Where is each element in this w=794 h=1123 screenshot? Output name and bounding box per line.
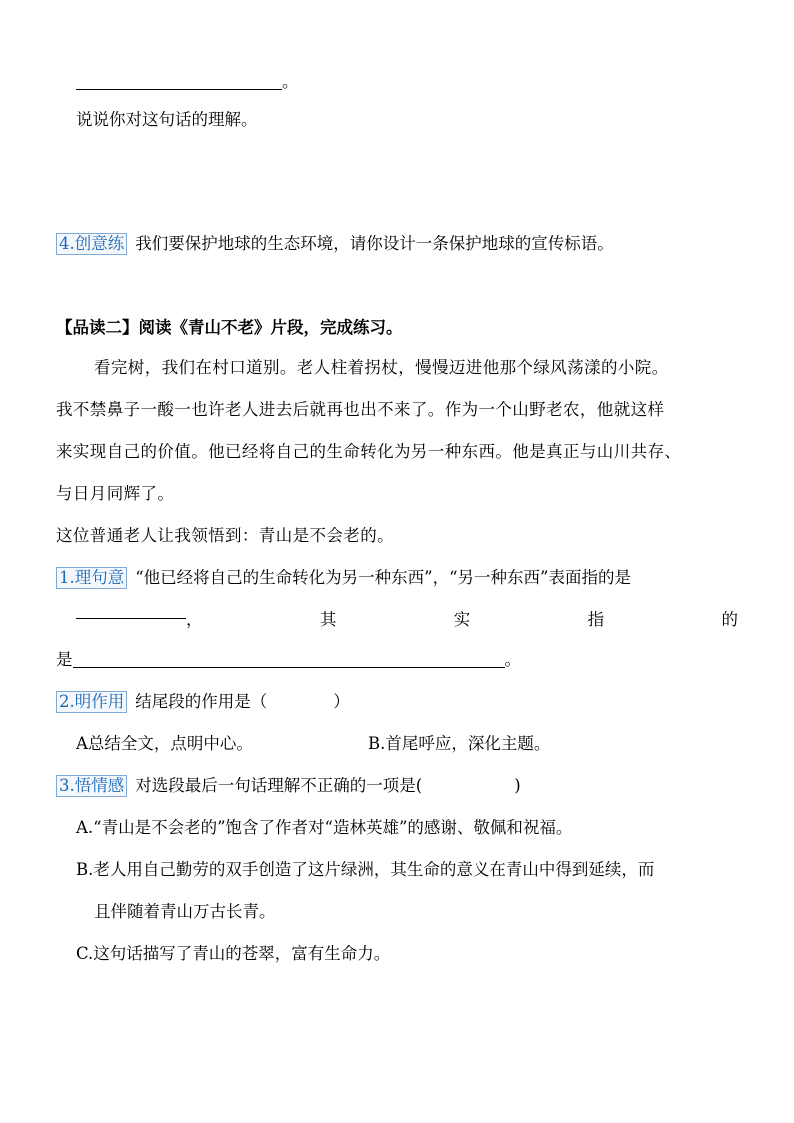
q1-prefix: 是 xyxy=(56,650,73,669)
q1-word-zhi: 指 xyxy=(587,610,605,629)
q3-option-b-line-2: 且伴随着青山万古长青。 xyxy=(94,902,276,921)
q3-close: ) xyxy=(514,776,521,795)
question-tag-3: 3.悟情感 xyxy=(56,775,127,797)
blank-top xyxy=(76,88,282,90)
q3-option-a: A.“青山是不会老的”饱含了作者对“造林英雄”的感谢、敬佩和祝福。 xyxy=(76,818,573,837)
blank-surface-meaning xyxy=(76,617,186,619)
passage-line-2: 我不禁鼻子一酸一也许老人进去后就再也出不来了。作为一个山野老农，他就这样 xyxy=(56,400,665,419)
passage-line-5: 这位普通老人让我领悟到：青山是不会老的。 xyxy=(56,526,394,545)
answer-line-top xyxy=(76,70,299,94)
q2-close: ） xyxy=(333,692,350,711)
question-tag-2: 2.明作用 xyxy=(56,691,127,713)
passage-line-1: 看完树，我们在村口道别。老人柱着拐杖，慢慢迈进他那个绿风荡漾的小院。 xyxy=(94,358,669,377)
q2-option-a: A总结全文，点明中心。 xyxy=(76,734,253,753)
question-2-text: 结尾段的作用是（ xyxy=(135,692,268,711)
q1-word-de: 的 xyxy=(721,610,738,629)
question-1-line-2 xyxy=(76,606,738,630)
section-heading: 【品读二】阅读《青山不老》片段，完成练习。 xyxy=(56,318,403,337)
prompt-understanding: 说说你对这句话的理解。 xyxy=(76,110,258,129)
q1-blank-surface-group xyxy=(76,606,203,630)
q2-option-b: B.首尾呼应，深化主题。 xyxy=(368,734,551,753)
passage-line-3: 来实现自己的价值。他已经将自己的生命转化为另一种东西。他是真正与山川共存、 xyxy=(56,442,682,461)
end-mark: 。 xyxy=(282,72,299,91)
passage-line-4: 与日月同辉了。 xyxy=(56,484,175,503)
q3-option-b-line-1: B.老人用自己勤劳的双手创造了这片绿洲，其生命的意义在青山中得到延续，而 xyxy=(76,860,655,879)
question-1-line-3 xyxy=(56,648,521,672)
question-3-text: 对选段最后一句话理解不正确的一项是( xyxy=(135,776,423,795)
question-2 xyxy=(56,690,350,714)
question-tag-1: 1.理句意 xyxy=(56,567,127,589)
q3-option-c: C.这句话描写了青山的苍翠，富有生命力。 xyxy=(76,944,391,963)
question-1-text: “他已经将自己的生命转化为另一种东西”，“另一种东西”表面指的是 xyxy=(135,568,631,587)
q1-word-shi: 实 xyxy=(453,610,471,629)
question-3 xyxy=(56,774,521,798)
q1-comma: ， xyxy=(186,610,203,629)
blank-actual-meaning xyxy=(73,666,505,668)
question-tag-4: 4.创意练 xyxy=(56,233,127,255)
question-1 xyxy=(56,566,631,590)
question-4-text: 我们要保护地球的生态环境，请你设计一条保护地球的宣传标语。 xyxy=(135,234,614,253)
question-4 xyxy=(56,232,614,256)
q1-word-qi: 其 xyxy=(319,610,337,629)
q1-end-mark: 。 xyxy=(504,650,521,669)
